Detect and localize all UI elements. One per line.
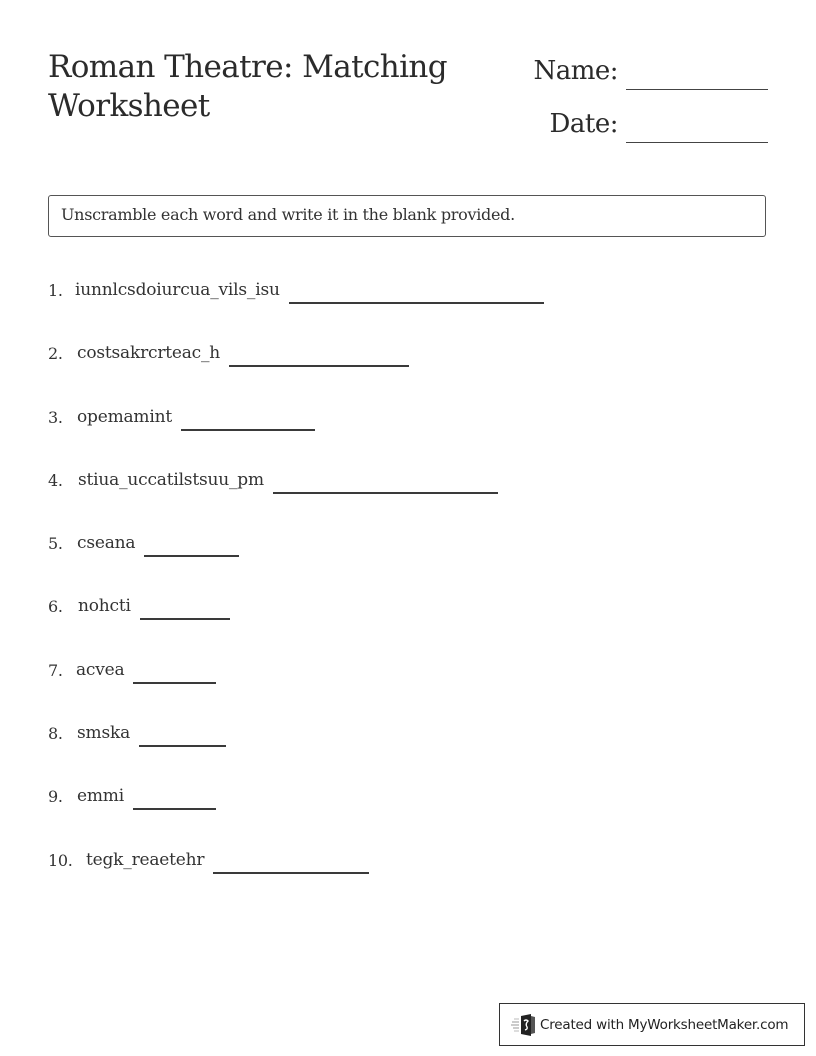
name-label: Name: bbox=[533, 56, 618, 86]
date-field bbox=[500, 103, 768, 143]
question-item bbox=[48, 527, 239, 557]
question-number: 6. bbox=[48, 597, 63, 616]
answer-blank[interactable] bbox=[144, 555, 239, 557]
answer-blank[interactable] bbox=[273, 492, 498, 494]
question-number: 9. bbox=[48, 787, 63, 806]
name-field bbox=[500, 50, 768, 90]
answer-blank[interactable] bbox=[289, 302, 544, 304]
question-number: 8. bbox=[48, 724, 63, 743]
scrambled-word: costsakrcrteac_h bbox=[77, 343, 221, 363]
scrambled-word: cseana bbox=[77, 533, 136, 553]
page-title: Roman Theatre: Matching Worksheet bbox=[48, 49, 448, 124]
question-number: 7. bbox=[48, 661, 63, 680]
question-item bbox=[48, 401, 315, 431]
date-blank-line[interactable] bbox=[626, 142, 768, 143]
scrambled-word: emmi bbox=[77, 786, 124, 806]
question-item bbox=[48, 464, 498, 494]
footer-credit-badge[interactable] bbox=[499, 1003, 805, 1046]
question-item bbox=[48, 654, 216, 684]
question-number: 5. bbox=[48, 534, 63, 553]
instructions-text: Unscramble each word and write it in the blank provided. bbox=[61, 205, 515, 224]
scrambled-word: tegk_reaetehr bbox=[86, 850, 205, 870]
footer-credit-text: Created with MyWorksheetMaker.com bbox=[540, 1016, 789, 1033]
name-blank-line[interactable] bbox=[626, 89, 768, 90]
question-item bbox=[48, 844, 369, 874]
scrambled-word: stiua_uccatilstsuu_pm bbox=[78, 470, 264, 490]
scrambled-word: smska bbox=[77, 723, 131, 743]
question-item bbox=[48, 274, 544, 304]
answer-blank[interactable] bbox=[133, 808, 216, 810]
worksheet-logo-icon bbox=[511, 1013, 537, 1037]
instructions-box bbox=[48, 195, 766, 237]
answer-blank[interactable] bbox=[213, 872, 369, 874]
scrambled-word: iunnlcsdoiurcua_vils_isu bbox=[75, 280, 280, 300]
answer-blank[interactable] bbox=[229, 365, 409, 367]
answer-blank[interactable] bbox=[139, 745, 226, 747]
question-number: 10. bbox=[48, 851, 73, 870]
question-number: 1. bbox=[48, 281, 63, 300]
question-item bbox=[48, 780, 216, 810]
scrambled-word: acvea bbox=[76, 660, 125, 680]
question-item bbox=[48, 337, 409, 367]
question-number: 2. bbox=[48, 344, 63, 363]
answer-blank[interactable] bbox=[133, 682, 216, 684]
scrambled-word: opemamint bbox=[77, 407, 172, 427]
answer-blank[interactable] bbox=[140, 618, 230, 620]
question-item bbox=[48, 590, 230, 620]
question-item bbox=[48, 717, 226, 747]
date-label: Date: bbox=[549, 109, 618, 139]
question-number: 4. bbox=[48, 471, 63, 490]
scrambled-word: nohcti bbox=[78, 596, 131, 616]
answer-blank[interactable] bbox=[181, 429, 315, 431]
question-number: 3. bbox=[48, 408, 63, 427]
